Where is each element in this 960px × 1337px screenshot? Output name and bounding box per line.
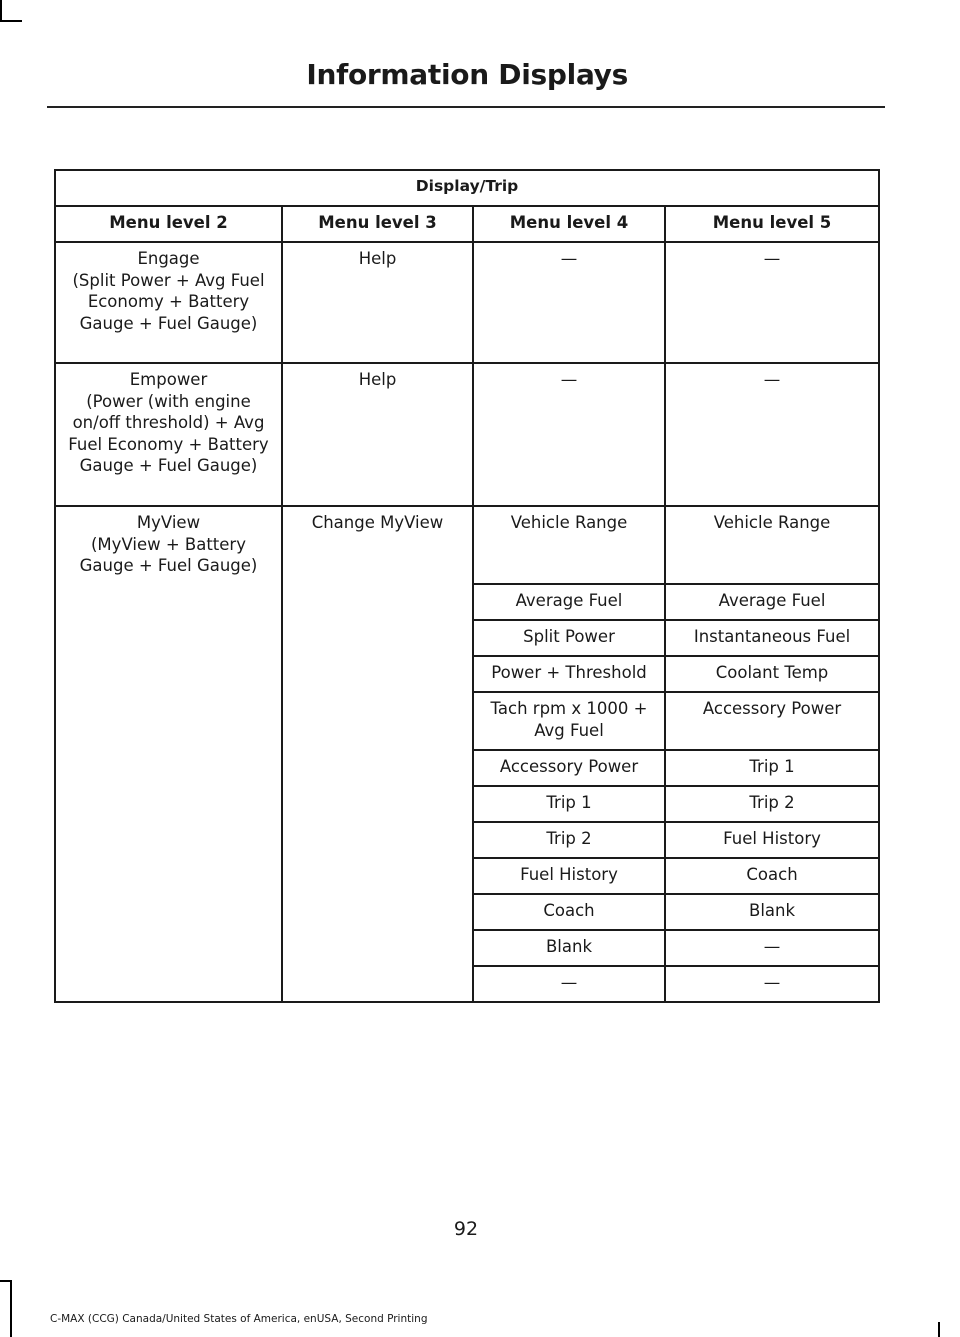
myview-level5: — — [665, 930, 879, 966]
display-trip-table — [54, 169, 880, 1003]
myview-level4: Coach — [473, 894, 665, 930]
myview-level5: Instantaneous Fuel — [665, 620, 879, 656]
myview-level5: Coolant Temp — [665, 656, 879, 692]
myview-level4: Average Fuel — [473, 584, 665, 620]
myview-level5: Vehicle Range — [665, 506, 879, 584]
empower-level4: — — [473, 363, 665, 506]
header-rule — [47, 106, 885, 108]
myview-level4: Vehicle Range — [473, 506, 665, 584]
crop-mark-top-left-h — [0, 20, 22, 22]
engage-level5: — — [665, 242, 879, 363]
engage-level2: Engage (Split Power + Avg Fuel Economy + Battery Gauge + Fuel Gauge) — [55, 242, 282, 363]
myview-level5: — — [665, 966, 879, 1002]
myview-level4: Fuel History — [473, 858, 665, 894]
myview-level5: Trip 2 — [665, 786, 879, 822]
myview-level5: Accessory Power — [665, 692, 879, 750]
myview-level4: Split Power — [473, 620, 665, 656]
table-title: Display/Trip — [55, 170, 879, 206]
myview-level4: Trip 1 — [473, 786, 665, 822]
table-title-row — [55, 170, 879, 206]
crop-mark-bottom-right — [938, 1322, 940, 1337]
table-row — [55, 506, 879, 584]
myview-level4: Tach rpm x 1000 + Avg Fuel — [473, 692, 665, 750]
table-row-engage — [55, 242, 879, 363]
header-menu-level-4: Menu level 4 — [473, 206, 665, 242]
myview-level2: MyView (MyView + Battery Gauge + Fuel Gauge) — [55, 506, 282, 1002]
myview-level4: — — [473, 966, 665, 1002]
myview-level4: Trip 2 — [473, 822, 665, 858]
empower-level5: — — [665, 363, 879, 506]
page-title: Information Displays — [306, 58, 628, 91]
myview-level5: Trip 1 — [665, 750, 879, 786]
myview-level4: Blank — [473, 930, 665, 966]
crop-mark-bottom-left — [10, 1280, 12, 1337]
myview-level3: Change MyView — [282, 506, 473, 1002]
table-row-empower — [55, 363, 879, 506]
empower-level3: Help — [282, 363, 473, 506]
header-menu-level-3: Menu level 3 — [282, 206, 473, 242]
crop-mark-bottom-left-h — [0, 1280, 12, 1282]
engage-level3: Help — [282, 242, 473, 363]
crop-mark-top-left — [0, 0, 2, 22]
myview-level4: Power + Threshold — [473, 656, 665, 692]
footer-text: C-MAX (CCG) Canada/United States of America, enUSA, Second Printing — [50, 1313, 428, 1325]
engage-level4: — — [473, 242, 665, 363]
table-header-row — [55, 206, 879, 242]
myview-level5: Fuel History — [665, 822, 879, 858]
myview-level5: Average Fuel — [665, 584, 879, 620]
myview-level5: Coach — [665, 858, 879, 894]
myview-level4: Accessory Power — [473, 750, 665, 786]
myview-level5: Blank — [665, 894, 879, 930]
empower-level2: Empower (Power (with engine on/off threshold) + Avg Fuel Economy + Battery Gauge + Fuel Gauge) — [55, 363, 282, 506]
page-number: 92 — [453, 1218, 479, 1240]
header-menu-level-5: Menu level 5 — [665, 206, 879, 242]
header-menu-level-2: Menu level 2 — [55, 206, 282, 242]
